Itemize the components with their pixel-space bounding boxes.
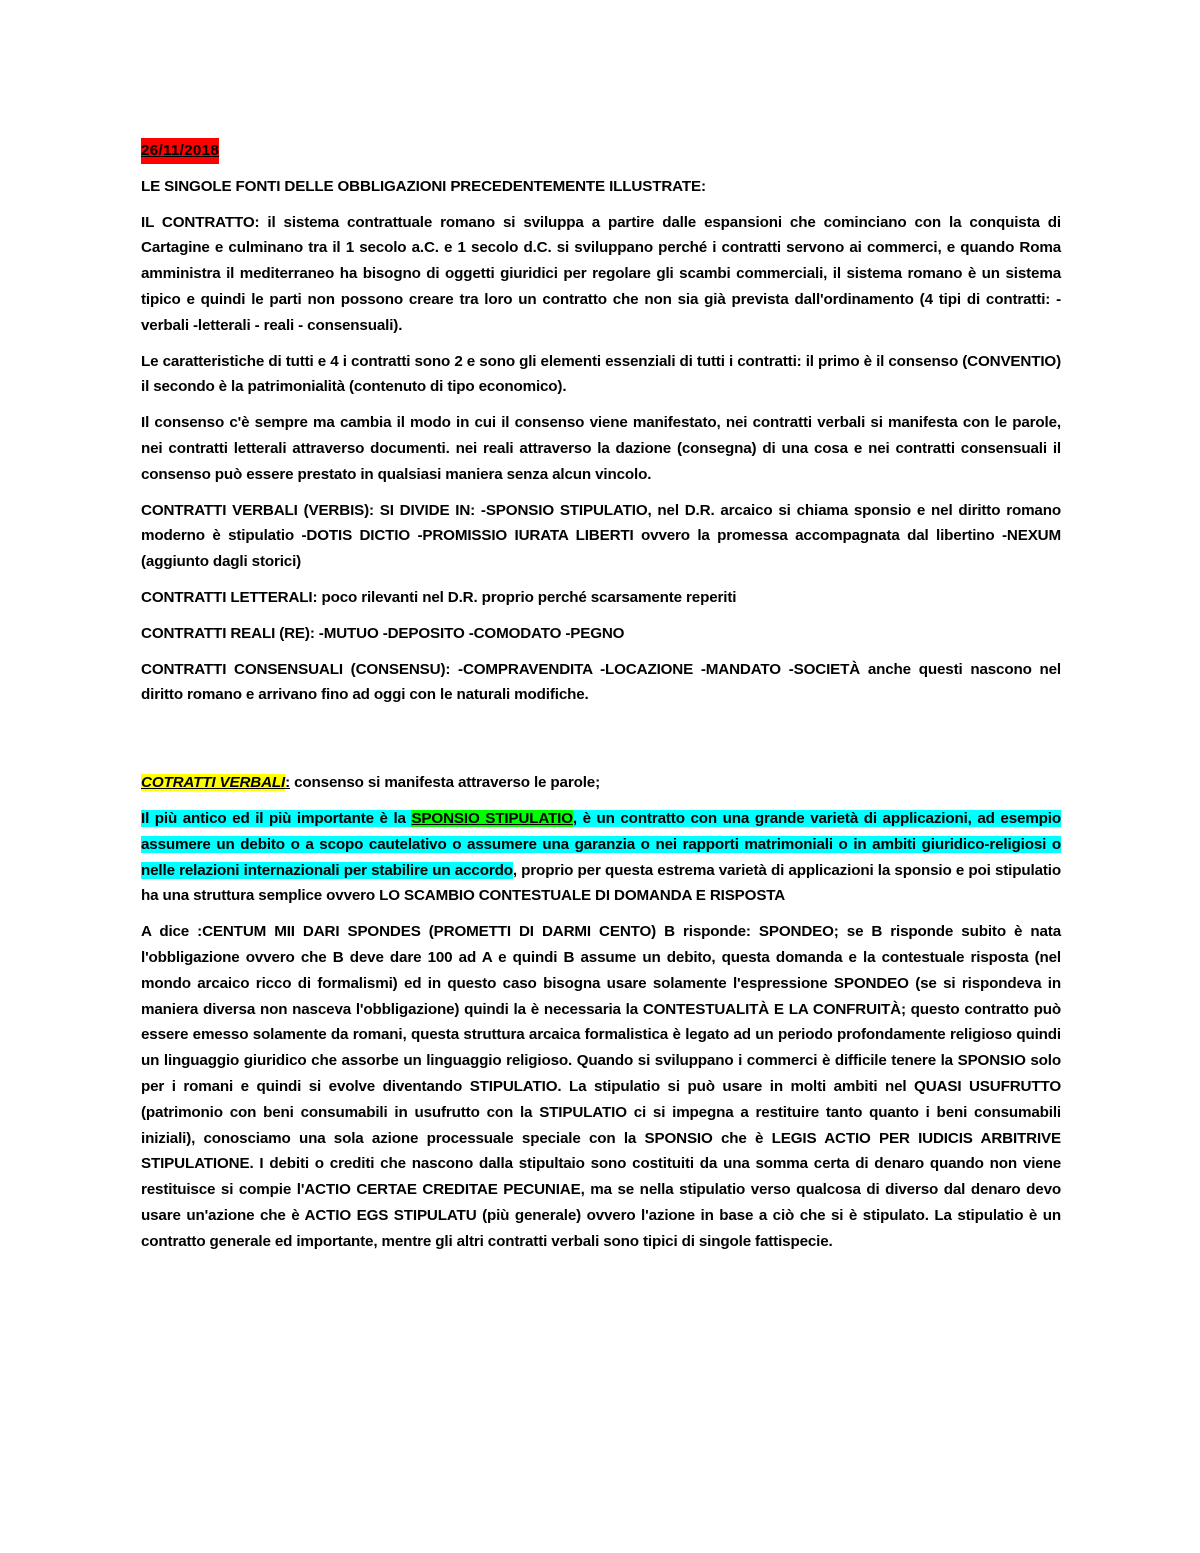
highlight-green-sponsio: SPONSIO STIPULATIO	[411, 809, 573, 827]
paragraph-a-dice: A dice :CENTUM MII DARI SPONDES (PROMETTI DI DARMI CENTO) B risponde: SPONDEO; se B risponde subito è nata l'obbligazione ovvero che B deve dare 100 ad A e quindi B assume un debito, questa domanda e la contestuale risposta (nel mondo arcaico ricco di formalismi) ed in questo caso bisogna usare solamente l'espressione SPONDEO (se si rispondeva in maniera diversa non nasceva l'obbligazione) quindi la è necessaria la CONTESTUALITÀ E LA CONFRUITÀ; questo contratto può essere emesso solamente da romani, questa struttura arcaica formalistica è legato ad un periodo profondamente religioso quindi un linguaggio giuridico che assorbe un linguaggio religioso. Quando si sviluppano i commerci è difficile tenere la SPONSIO solo per i romani e quindi si evolve diventando STIPULATIO. La stipulatio si può usare in molti ambiti nel QUASI USUFRUTTO (patrimonio con beni consumabili in usufrutto con la STIPULATIO ci si impegna a restituire tanto quanto i beni consumabili iniziali), conosciamo una sola azione processuale speciale con la SPONSIO che è LEGIS ACTIO PER IUDICIS ARBITRIVE STIPULATIONE. I debiti o crediti che nascono dalla stipultaio sono costituiti da una somma certa di denaro quando non viene restituisce si compie l'ACTIO CERTAE CREDITAE PECUNIAE, ma se nella stipulatio verso qualcosa di diverso dal denaro devo usare un'azione che è ACTIO EGS STIPULATU (più generale) ovvero l'azione in base a ciò che si è stipulato. La stipulatio è un contratto generale ed importante, mentre gli altri contratti verbali sono tipici di singole fattispecie.	[141, 923, 1061, 1250]
paragraph-letterali: CONTRATTI LETTERALI: poco rilevanti nel D.R. proprio perché scarsamente reperiti	[141, 588, 737, 606]
spacer	[141, 718, 1061, 770]
cotratti-text: consenso si manifesta attraverso le parole;	[290, 774, 600, 792]
contratto-text: il sistema contrattuale romano si sviluppa a partire dalle espansioni che cominciano con la conquista di Cartagine e culminano tra il 1 secolo a.C. e 1 secolo d.C. si sviluppano perché i contratti servono ai commerci, e quando Roma amministra il mediterraneo ha bisogno di oggetti giuridici per regolare gli scambi commerciali, il sistema romano è un sistema tipico e quindi le parti non possono creare tra loro un contratto che non sia già prevista dall'ordinamento (4 tipi di contratti: -verbali -letterali - reali - consensuali).	[141, 213, 1061, 334]
piu-antico-tail: , proprio per questa estrema varietà di applicazioni la sponsio e poi stipulatio ha una struttura semplice ovvero LO SCAMBIO CONTESTUALE DI DOMANDA E RISPOSTA	[141, 861, 1061, 905]
paragraph-cotratti	[141, 770, 1061, 796]
date-highlight: 26/11/2018	[141, 138, 219, 164]
paragraph-verbali: CONTRATTI VERBALI (VERBIS): SI DIVIDE IN: -SPONSIO STIPULATIO, nel D.R. arcaico si chiama sponsio e nel diritto romano moderno è stipulatio -DOTIS DICTIO -PROMISSIO IURATA LIBERTI ovvero la promessa accompagnata dal libertino -NEXUM (aggiunto dagli storici)	[141, 501, 1061, 571]
paragraph-contratto	[141, 210, 1061, 339]
paragraph-consensuali: CONTRATTI CONSENSUALI (CONSENSU): -COMPRAVENDITA -LOCAZIONE -MANDATO -SOCIETÀ anche questi nascono nel diritto romano e arrivano fino ad oggi con le naturali modifiche.	[141, 660, 1061, 704]
paragraph-consenso: Il consenso c'è sempre ma cambia il modo in cui il consenso viene manifestato, nei contratti verbali si manifesta con le parole, nei contratti letterali attraverso documenti. nei reali attraverso la dazione (consegna) di una cosa e nei contratti consensuali il consenso può essere prestato in qualsiasi maniera senza alcun vincolo.	[141, 414, 1061, 483]
document-page	[141, 138, 1061, 1264]
paragraph-reali: CONTRATTI REALI (RE): -MUTUO -DEPOSITO -COMODATO -PEGNO	[141, 624, 625, 642]
contratto-label: IL CONTRATTO:	[141, 213, 260, 231]
paragraph-piu-antico	[141, 806, 1061, 909]
highlight-cyan-2: , è un contratto con una grande varietà di applicazioni, ad esempio assumere un debito o a scopo cautelativo o assumere una garanzia o nei rapporti matrimoniali o in ambiti giuridico-religiosi o nelle relazioni internazionali per stabilire un accordo	[141, 809, 1061, 879]
cotratti-label: COTRATTI VERBALI	[141, 774, 286, 792]
highlight-cyan-1: Il più antico ed il più importante è la	[141, 809, 412, 827]
heading: LE SINGOLE FONTI DELLE OBBLIGAZIONI PRECEDENTEMENTE ILLUSTRATE:	[141, 177, 706, 195]
paragraph-caratteristiche: Le caratteristiche di tutti e 4 i contratti sono 2 e sono gli elementi essenziali di tutti i contratti: il primo è il consenso (CONVENTIO) il secondo è la patrimonialità (contenuto di tipo economico).	[141, 352, 1061, 396]
cotratti-colon: :	[285, 774, 291, 792]
date-line	[141, 138, 1061, 164]
